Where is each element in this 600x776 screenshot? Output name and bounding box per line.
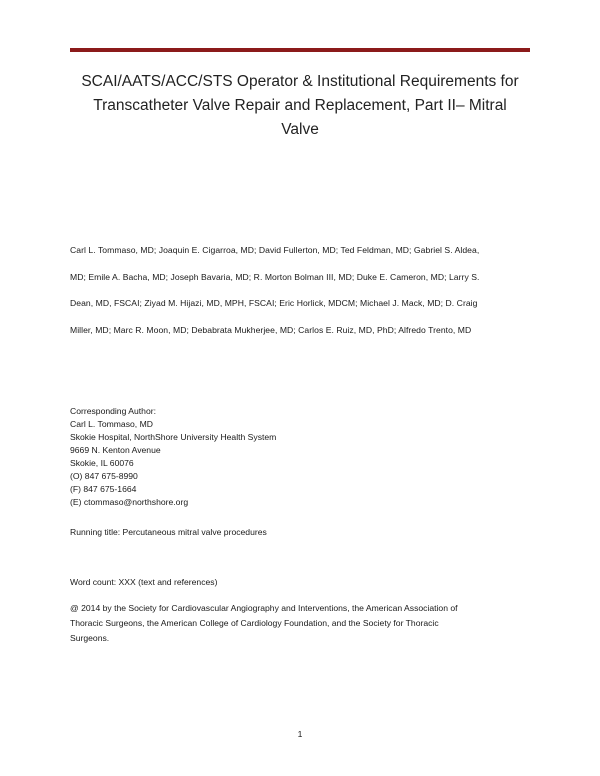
title-line: SCAI/AATS/ACC/STS Operator & Institutional Requirements for [81, 73, 519, 90]
corresponding-address: 9669 N. Kenton Avenue [70, 445, 161, 455]
page-number: 1 [297, 729, 303, 739]
author-line: Miller, MD; Marc R. Moon, MD; Debabrata Mukherjee, MD; Carlos E. Ruiz, MD, PhD; Alfredo Trento, MD [70, 324, 472, 335]
corresponding-fax: (F) 847 675-1664 [70, 484, 137, 494]
author-line: Dean, MD, FSCAI; Ziyad M. Hijazi, MD, MPH, FSCAI; Eric Horlick, MDCM; Michael J. Mack, MD; D. Craig [70, 298, 478, 308]
document-title [60, 70, 540, 142]
word-count-text: Word count: XXX (text and references) [70, 577, 218, 587]
title-line: Transcatheter Valve Repair and Replacement, Part II– Mitral [93, 97, 507, 114]
copyright-line: Thoracic Surgeons, the American College of Cardiology Foundation, and the Society for Thoracic [70, 618, 439, 628]
copyright-line: @ 2014 by the Society for Cardiovascular Angiography and Interventions, the American Association of [70, 603, 458, 613]
author-line: MD; Emile A. Bacha, MD; Joseph Bavaria, MD; R. Morton Bolman III, MD; Duke E. Cameron, MD; Larry S. [70, 271, 480, 282]
copyright-line: Surgeons. [70, 633, 110, 643]
running-title [70, 526, 540, 539]
author-list [70, 237, 540, 343]
corresponding-name: Carl L. Tommaso, MD [70, 419, 153, 429]
corresponding-city: Skokie, IL 60076 [70, 458, 134, 468]
header-rule [70, 48, 530, 52]
title-line: Valve [281, 121, 319, 138]
corresponding-author-block [70, 405, 540, 509]
running-title-text: Running title: Percutaneous mitral valve procedures [70, 527, 267, 537]
copyright-notice [70, 601, 540, 646]
author-line: Carl L. Tommaso, MD; Joaquin E. Cigarroa, MD; David Fullerton, MD; Ted Feldman, MD; Gabriel S. Aldea, [70, 245, 480, 255]
corresponding-institution: Skokie Hospital, NorthShore University Health System [70, 432, 277, 442]
corresponding-heading: Corresponding Author: [70, 406, 156, 416]
corresponding-email: (E) ctommaso@northshore.org [70, 497, 189, 507]
corresponding-office-phone: (O) 847 675-8990 [70, 471, 138, 481]
word-count [70, 576, 540, 589]
